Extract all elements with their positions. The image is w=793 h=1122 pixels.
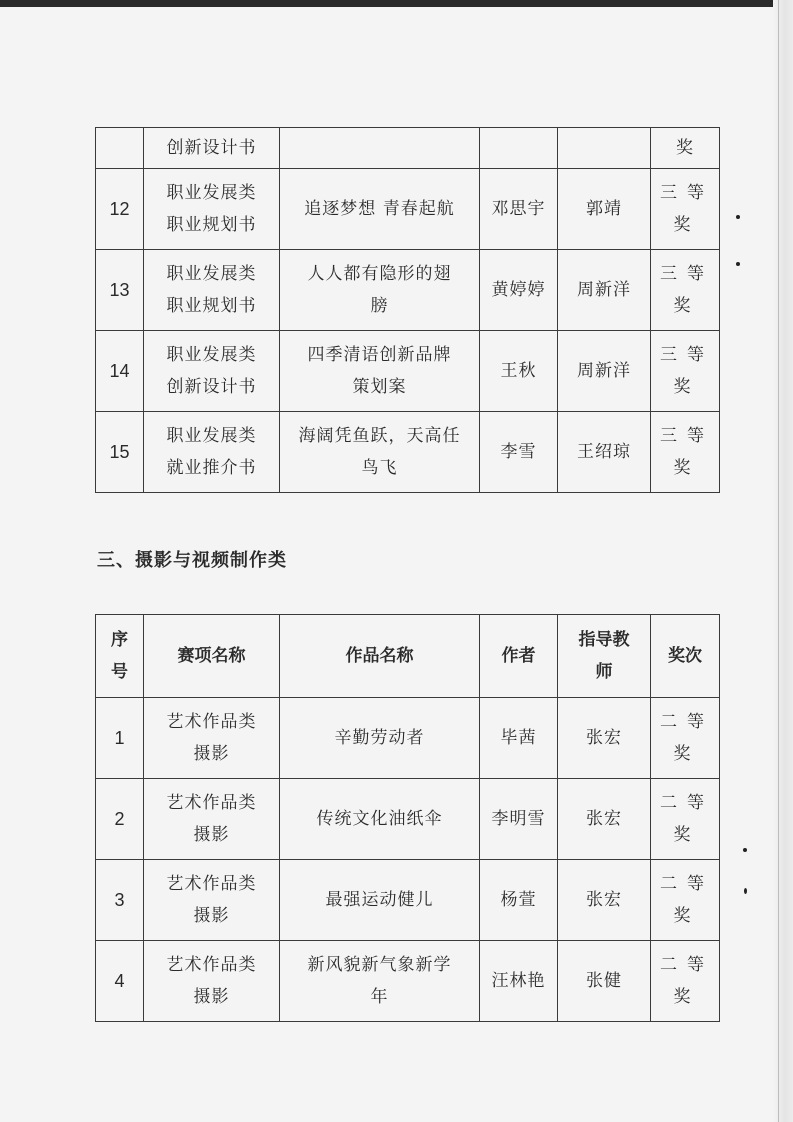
cell-line: 就业推介书 — [166, 458, 257, 478]
cell-award: 三等奖 — [651, 331, 720, 412]
header-award: 奖次 — [651, 615, 720, 698]
cell-title — [280, 331, 480, 412]
cell-title — [280, 169, 480, 250]
cell-line: 摄影 — [193, 744, 230, 764]
cell-author: 李明雪 — [480, 779, 558, 860]
awards-table-photo-video — [95, 614, 720, 1022]
cell-no: 13 — [96, 250, 144, 331]
cell-teacher: 张宏 — [558, 698, 651, 779]
cell-teacher: 张宏 — [558, 860, 651, 941]
cell-no: 1 — [96, 698, 144, 779]
scan-speck — [736, 215, 740, 219]
table-row — [96, 128, 720, 169]
cell-author: 汪林艳 — [480, 941, 558, 1022]
cell-category — [144, 698, 280, 779]
cell-line: 职业规划书 — [166, 215, 257, 235]
cell-line: 创新设计书 — [166, 377, 257, 397]
cell-line: 摄影 — [193, 825, 230, 845]
cell-teacher: 张宏 — [558, 779, 651, 860]
scan-speck — [743, 848, 747, 852]
cell-author: 李雪 — [480, 412, 558, 493]
cell-author: 杨萱 — [480, 860, 558, 941]
cell-title — [280, 698, 480, 779]
header-author: 作者 — [480, 615, 558, 698]
cell-line: 艺术作品类 — [166, 712, 257, 732]
cell-category — [144, 169, 280, 250]
table-row — [96, 860, 720, 941]
header-category: 赛项名称 — [144, 615, 280, 698]
cell-author: 王秋 — [480, 331, 558, 412]
cell-award: 奖 — [651, 128, 720, 169]
cell-category — [144, 860, 280, 941]
cell-category — [144, 779, 280, 860]
scan-edge-line — [778, 0, 779, 1122]
cell-author: 毕茜 — [480, 698, 558, 779]
cell-category — [144, 250, 280, 331]
cell-award: 三等奖 — [651, 412, 720, 493]
table-row — [96, 331, 720, 412]
cell-award: 三等奖 — [651, 169, 720, 250]
cell-teacher: 郭靖 — [558, 169, 651, 250]
cell-no — [96, 128, 144, 169]
cell-line: 艺术作品类 — [166, 874, 257, 894]
scan-speck — [736, 262, 740, 266]
cell-line: 新风貌新气象新学 — [307, 955, 452, 975]
header-no: 序 号 — [96, 615, 144, 698]
cell-no: 15 — [96, 412, 144, 493]
table-header-row — [96, 615, 720, 698]
cell-title — [280, 412, 480, 493]
cell-award: 二等奖 — [651, 860, 720, 941]
cell-category — [144, 331, 280, 412]
cell-line: 职业发展类 — [166, 426, 257, 446]
cell-line: 传统文化油纸伞 — [316, 809, 443, 829]
cell-no: 12 — [96, 169, 144, 250]
cell-line: 鸟飞 — [361, 458, 398, 478]
cell-line: 策划案 — [352, 377, 407, 397]
cell-line: 年 — [370, 987, 389, 1007]
cell-teacher: 周新洋 — [558, 331, 651, 412]
cell-category: 创新设计书 — [144, 128, 280, 169]
cell-line: 人人都有隐形的翅 — [307, 264, 452, 284]
cell-no: 3 — [96, 860, 144, 941]
cell-title — [280, 779, 480, 860]
cell-award: 三等奖 — [651, 250, 720, 331]
table-row — [96, 698, 720, 779]
cell-author — [480, 128, 558, 169]
cell-author: 邓思宇 — [480, 169, 558, 250]
cell-author: 黄婷婷 — [480, 250, 558, 331]
cell-award: 二等奖 — [651, 941, 720, 1022]
cell-line: 膀 — [370, 296, 389, 316]
table-row — [96, 412, 720, 493]
cell-line: 摄影 — [193, 987, 230, 1007]
cell-line: 海阔凭鱼跃，天高任 — [298, 426, 461, 446]
cell-teacher — [558, 128, 651, 169]
cell-title — [280, 860, 480, 941]
cell-line: 摄影 — [193, 906, 230, 926]
cell-line: 职业发展类 — [166, 183, 257, 203]
cell-title — [280, 128, 480, 169]
scan-page-edge — [773, 0, 793, 1122]
cell-no: 14 — [96, 331, 144, 412]
cell-category — [144, 941, 280, 1022]
cell-award: 二等奖 — [651, 779, 720, 860]
cell-line: 四季清语创新品牌 — [307, 345, 452, 365]
table-row — [96, 250, 720, 331]
table-row — [96, 169, 720, 250]
cell-teacher: 张健 — [558, 941, 651, 1022]
table-row — [96, 779, 720, 860]
cell-line: 艺术作品类 — [166, 793, 257, 813]
cell-teacher: 周新洋 — [558, 250, 651, 331]
awards-table-career — [95, 127, 720, 493]
cell-line: 职业规划书 — [166, 296, 257, 316]
cell-award: 二等奖 — [651, 698, 720, 779]
cell-category — [144, 412, 280, 493]
scan-top-border — [0, 0, 793, 7]
cell-no: 2 — [96, 779, 144, 860]
header-teacher: 指导教 师 — [558, 615, 651, 698]
cell-title — [280, 941, 480, 1022]
cell-line: 辛勤劳动者 — [334, 728, 425, 748]
scan-speck — [744, 888, 747, 894]
cell-line: 追逐梦想 青春起航 — [304, 199, 455, 219]
cell-teacher: 王绍琼 — [558, 412, 651, 493]
cell-line: 艺术作品类 — [166, 955, 257, 975]
cell-line: 职业发展类 — [166, 345, 257, 365]
cell-line: 职业发展类 — [166, 264, 257, 284]
table-row — [96, 941, 720, 1022]
section-title: 三、摄影与视频制作类 — [97, 550, 287, 571]
header-title: 作品名称 — [280, 615, 480, 698]
cell-line: 最强运动健儿 — [325, 890, 434, 910]
cell-title — [280, 250, 480, 331]
cell-no: 4 — [96, 941, 144, 1022]
